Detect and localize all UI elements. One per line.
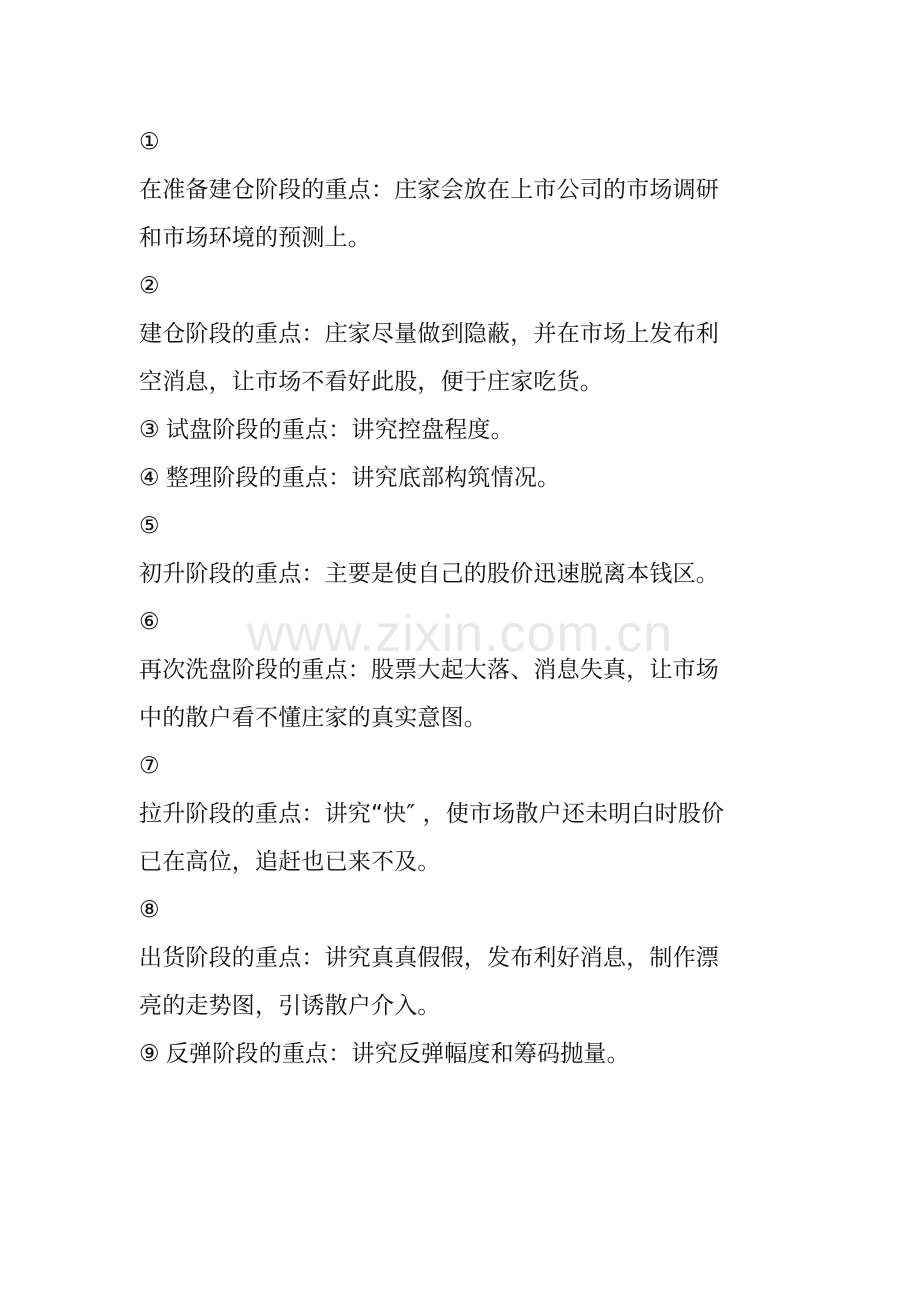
step-2-text-line-2: 空消息，让市场不看好此股，便于庄家吃货。 (139, 369, 603, 395)
step-3-text: 试盘阶段的重点：讲究控盘程度。 (165, 417, 514, 443)
watermark: www.zixin.com.cn (246, 605, 674, 663)
step-9-marker: ⑨ (139, 1041, 160, 1067)
step-8-marker: ⑧ (139, 897, 160, 923)
step-2-text-line-1: 建仓阶段的重点：庄家尽量做到隐蔽，并在市场上发布利 (139, 321, 719, 347)
step-6-text-line-2: 中的散户看不懂庄家的真实意图。 (139, 705, 487, 731)
step-5-text-line-1: 初升阶段的重点：主要是使自己的股价迅速脱离本钱区。 (139, 561, 719, 587)
step-9-line (139, 1030, 779, 1078)
step-6-text-line-1: 再次洗盘阶段的重点：股票大起大落、消息失真，让市场 (139, 657, 719, 683)
step-4-marker: ④ (139, 465, 160, 491)
step-4-text: 整理阶段的重点：讲究底部构筑情况。 (165, 465, 561, 491)
step-4-line (139, 454, 779, 502)
step-5-marker: ⑤ (139, 513, 160, 539)
step-9-text: 反弹阶段的重点：讲究反弹幅度和筹码抛量。 (165, 1041, 630, 1067)
step-2-marker: ② (139, 273, 160, 299)
step-1-text-line-1: 在准备建仓阶段的重点：庄家会放在上市公司的市场调研 (139, 177, 719, 203)
document-body (139, 118, 779, 1078)
step-8-text-line-2: 亮的走势图，引诱散户介入。 (139, 993, 441, 1019)
step-7-text-line-1: 拉升阶段的重点：讲究“快″ ，使市场散户还未明白时股价 (139, 801, 725, 827)
step-3-marker: ③ (139, 417, 160, 443)
step-8-text-line-1: 出货阶段的重点：讲究真真假假，发布利好消息，制作漂 (139, 945, 719, 971)
step-7-text-line-2: 已在高位，追赶也已来不及。 (139, 849, 441, 875)
step-1-marker: ① (139, 129, 160, 155)
step-1-text-line-2: 和市场环境的预测上。 (139, 225, 371, 251)
step-7-marker: ⑦ (139, 753, 160, 779)
step-6-marker: ⑥ (139, 609, 160, 635)
step-3-line (139, 406, 779, 454)
